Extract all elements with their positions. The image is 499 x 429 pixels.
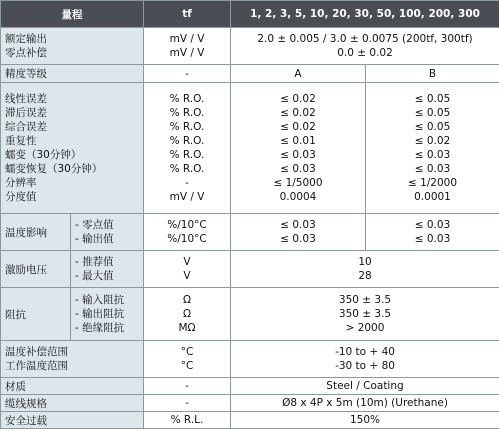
hysteresis-a: ≤ 0.02: [280, 107, 316, 120]
zero-balance-label: 零点补偿: [5, 47, 47, 59]
resistance-group: [1, 288, 499, 341]
temp-effect-output-label: - 输出值: [75, 233, 114, 246]
temp-effect-output-a: ≤ 0.03: [280, 233, 316, 246]
material-unit: -: [144, 378, 231, 395]
insulation-resistance-value: > 2000: [345, 322, 385, 335]
excitation-label: 激励电压: [1, 251, 71, 288]
zero-balance-unit: mV / V: [169, 47, 205, 59]
resolution-label: 分辨率: [5, 177, 37, 190]
temp-effect-class-a-values: [231, 214, 366, 251]
material-label: 材质: [1, 378, 144, 395]
creep-label: 蠕变（30分钟）: [5, 149, 82, 162]
header-unit: tf: [144, 1, 231, 28]
creep-recovery-a: ≤ 0.03: [280, 163, 316, 176]
cable-unit: -: [144, 395, 231, 412]
rated-output-zero-values: [231, 28, 499, 65]
rated-output-zero-labels: [1, 28, 144, 65]
excitation-maximum-value: 28: [358, 270, 372, 283]
insulation-resistance-unit: MΩ: [178, 322, 196, 335]
performance-units: [144, 83, 231, 214]
resolution-a: ≤ 1/5000: [273, 177, 323, 190]
linearity-label: 线性误差: [5, 93, 47, 106]
rated-output-label: 额定输出: [5, 33, 47, 45]
temp-effect-group: [1, 214, 499, 251]
excitation-maximum-label: - 最大值: [75, 270, 114, 283]
temp-effect-output-b: ≤ 0.03: [414, 233, 451, 246]
creep-a: ≤ 0.03: [280, 149, 316, 162]
temp-effect-zero-unit: %/10°C: [167, 219, 207, 232]
overload-row: [1, 412, 499, 429]
accuracy-class-a: A: [231, 65, 366, 83]
performance-group: [1, 83, 499, 214]
repeatability-a: ≤ 0.01: [280, 135, 316, 148]
header-capacities: 1, 2, 3, 5, 10, 20, 30, 50, 100, 200, 300: [231, 1, 499, 28]
performance-class-a-values: [231, 83, 366, 214]
hysteresis-label: 滞后误差: [5, 107, 47, 120]
combined-error-a: ≤ 0.02: [280, 121, 316, 134]
division-b: 0.0001: [414, 191, 451, 204]
overload-unit: % R.L.: [144, 412, 231, 429]
rated-output-zero-units: [144, 28, 231, 65]
temperature-range-values: [231, 340, 499, 377]
overload-value: 150%: [231, 412, 499, 429]
linearity-a: ≤ 0.02: [280, 93, 316, 106]
temp-effect-zero-b: ≤ 0.03: [414, 219, 451, 232]
division-a: 0.0004: [279, 191, 317, 204]
accuracy-row: [1, 65, 499, 83]
oper-temp-value: -30 to + 80: [335, 359, 395, 372]
cable-label: 缆线规格: [1, 395, 144, 412]
combined-error-unit: % R.O.: [169, 121, 205, 134]
temp-effect-label: 温度影响: [1, 214, 71, 251]
division-unit: mV / V: [169, 191, 205, 204]
comp-temp-value: -10 to + 40: [335, 345, 395, 358]
excitation-sublabels: [71, 251, 144, 288]
temp-effect-zero-label: - 零点值: [75, 219, 114, 232]
temp-effect-zero-a: ≤ 0.03: [280, 219, 316, 232]
resistance-units: [144, 288, 231, 341]
temp-effect-output-unit: %/10°C: [167, 233, 207, 246]
resistance-values: [231, 288, 499, 341]
hysteresis-unit: % R.O.: [169, 107, 205, 120]
combined-error-label: 综合误差: [5, 121, 47, 134]
temperature-range-units: [144, 340, 231, 377]
linearity-unit: % R.O.: [169, 93, 205, 106]
resolution-b: ≤ 1/2000: [407, 177, 458, 190]
temp-effect-units: [144, 214, 231, 251]
header-row: [1, 1, 499, 28]
creep-recovery-unit: % R.O.: [169, 163, 205, 176]
combined-error-b: ≤ 0.05: [414, 121, 451, 134]
performance-labels: [1, 83, 144, 214]
accuracy-label: 精度等级: [1, 65, 144, 83]
cable-row: [1, 395, 499, 412]
input-resistance-label: - 输入阻抗: [75, 294, 125, 307]
temp-effect-class-b-values: [366, 214, 499, 251]
comp-temp-label: 温度补偿范围: [5, 345, 68, 358]
linearity-b: ≤ 0.05: [414, 93, 451, 106]
cable-value: Ø8 x 4P x 5m (10m) (Urethane): [231, 395, 499, 412]
overload-label: 安全过载: [1, 412, 144, 429]
output-resistance-unit: Ω: [182, 308, 192, 321]
rated-output-group: [1, 28, 499, 65]
performance-class-b-values: [366, 83, 499, 214]
comp-temp-unit: °C: [180, 345, 194, 358]
resistance-label: 阻抗: [1, 288, 71, 341]
creep-b: ≤ 0.03: [414, 149, 451, 162]
excitation-recommended-unit: V: [183, 256, 191, 269]
input-resistance-value: 350 ± 3.5: [338, 294, 392, 307]
zero-balance-value: 0.0 ± 0.02: [337, 47, 393, 59]
repeatability-b: ≤ 0.02: [414, 135, 451, 148]
division-label: 分度值: [5, 191, 37, 204]
creep-unit: % R.O.: [169, 149, 205, 162]
repeatability-label: 重复性: [5, 135, 37, 148]
oper-temp-label: 工作温度范围: [5, 359, 68, 372]
repeatability-unit: % R.O.: [169, 135, 205, 148]
excitation-recommended-value: 10: [358, 256, 372, 269]
input-resistance-unit: Ω: [182, 294, 192, 307]
rated-output-value: 2.0 ± 0.005 / 3.0 ± 0.0075 (200tf, 300tf): [257, 33, 473, 45]
material-value: Steel / Coating: [231, 378, 499, 395]
temperature-range-labels: [1, 340, 144, 377]
excitation-group: [1, 251, 499, 288]
insulation-resistance-label: - 绝缘阻抗: [75, 322, 125, 335]
resistance-sublabels: [71, 288, 144, 341]
header-range: 量程: [1, 1, 144, 28]
oper-temp-unit: °C: [180, 359, 194, 372]
excitation-maximum-unit: V: [183, 270, 191, 283]
output-resistance-value: 350 ± 3.5: [338, 308, 392, 321]
accuracy-unit: -: [144, 65, 231, 83]
output-resistance-label: - 输出阻抗: [75, 308, 125, 321]
excitation-values: [231, 251, 499, 288]
material-row: [1, 378, 499, 395]
excitation-units: [144, 251, 231, 288]
creep-recovery-b: ≤ 0.03: [414, 163, 451, 176]
resolution-unit: -: [185, 177, 189, 190]
temp-effect-sublabels: [71, 214, 144, 251]
temperature-range-group: [1, 340, 499, 377]
hysteresis-b: ≤ 0.05: [414, 107, 451, 120]
accuracy-class-b: B: [366, 65, 499, 83]
rated-output-unit: mV / V: [169, 33, 205, 45]
creep-recovery-label: 蠕变恢复（30分钟）: [5, 163, 103, 176]
excitation-recommended-label: - 推荐值: [75, 256, 114, 269]
